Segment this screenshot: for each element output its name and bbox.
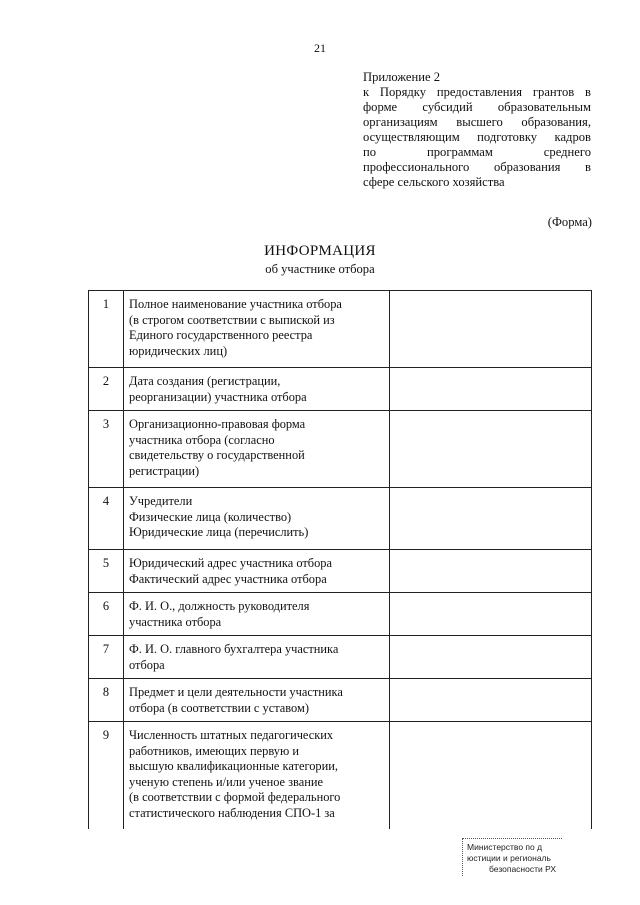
appendix-line: к Порядку предоставления грантов в	[363, 85, 591, 99]
row-value-cell[interactable]	[390, 593, 592, 636]
participant-info-table	[88, 290, 592, 829]
row-value-cell[interactable]	[390, 291, 592, 368]
row-value-cell[interactable]	[390, 550, 592, 593]
table-row	[89, 368, 592, 411]
appendix-line: форме субсидий образовательным	[363, 100, 591, 114]
row-label-line: свидетельству о государственной	[129, 448, 305, 462]
row-label-line: участника отбора	[129, 614, 222, 629]
row-label	[124, 411, 390, 488]
row-label-line: Учредители	[129, 494, 193, 508]
row-number: 1	[89, 291, 124, 368]
row-label	[124, 636, 390, 679]
page-number: 21	[314, 41, 326, 55]
row-number: 8	[89, 679, 124, 722]
row-label	[124, 488, 390, 550]
row-label-line: регистрации)	[129, 463, 200, 478]
row-label-line: работников, имеющих первую и	[129, 743, 299, 758]
table-row	[89, 593, 592, 636]
appendix-line: сфере сельского хозяйства	[363, 175, 505, 189]
row-label	[124, 679, 390, 722]
row-number: 9	[89, 722, 124, 829]
row-number: 6	[89, 593, 124, 636]
document-title: ИНФОРМАЦИЯ	[264, 243, 376, 259]
table-row	[89, 722, 592, 829]
ministry-stamp	[462, 838, 562, 876]
row-label-line: Физические лица (количество)	[129, 509, 292, 524]
row-label-line: Предмет и цели деятельности участника	[129, 685, 343, 699]
row-label	[124, 593, 390, 636]
row-label-line: Единого государственного реестра	[129, 328, 313, 342]
row-label-line: высшую квалификационные категории,	[129, 759, 338, 773]
row-label-line: реорганизации) участника отбора	[129, 389, 307, 404]
row-value-cell[interactable]	[390, 636, 592, 679]
row-label-line: Численность штатных педагогических	[129, 728, 334, 742]
row-label-line: Дата создания (регистрации,	[129, 374, 281, 388]
row-value-cell[interactable]	[390, 722, 592, 829]
row-label-line: (в соответствии с формой федерального	[129, 790, 341, 804]
stamp-line: Министерство по д	[467, 842, 543, 852]
table-row	[89, 411, 592, 488]
row-label-line: статистического наблюдения СПО-1 за	[129, 805, 335, 820]
row-number: 7	[89, 636, 124, 679]
row-label-line: Юридические лица (перечислить)	[129, 525, 309, 539]
row-label	[124, 722, 390, 829]
row-label-line: Ф. И. О., должность руководителя	[129, 599, 310, 613]
table-row	[89, 636, 592, 679]
row-label-line: участника отбора (согласно	[129, 432, 275, 447]
row-label-line: отбора	[129, 657, 165, 672]
row-label-line: (в строгом соответствии с выпиской из	[129, 312, 335, 327]
stamp-line: безопасности РХ	[489, 864, 557, 874]
row-label	[124, 550, 390, 593]
row-label-line: отбора (в соответствии с уставом)	[129, 700, 309, 715]
row-label-line: Юридический адрес участника отбора	[129, 556, 332, 570]
row-label-line: Полное наименование участника отбора	[129, 297, 342, 311]
table-row	[89, 291, 592, 368]
row-number: 3	[89, 411, 124, 488]
row-value-cell[interactable]	[390, 411, 592, 488]
document-subtitle: об участнике отбора	[265, 262, 375, 276]
appendix-line: Приложение 2	[363, 70, 441, 84]
row-number: 5	[89, 550, 124, 593]
appendix-line: осуществляющим подготовку кадров	[363, 130, 591, 144]
table-row	[89, 488, 592, 550]
row-label-line: юридических лиц)	[129, 343, 228, 358]
row-label-line: Ф. И. О. главного бухгалтера участника	[129, 642, 339, 656]
row-value-cell[interactable]	[390, 368, 592, 411]
table-row	[89, 550, 592, 593]
row-label-line: ученую степень и/или ученое звание	[129, 774, 323, 789]
row-number: 4	[89, 488, 124, 550]
row-value-cell[interactable]	[390, 488, 592, 550]
row-label-line: Фактический адрес участника отбора	[129, 571, 327, 586]
table-row	[89, 679, 592, 722]
stamp-line: юстиции и региональ	[467, 853, 551, 863]
appendix-line: профессионального образования в	[363, 160, 591, 174]
row-number: 2	[89, 368, 124, 411]
appendix-line: по программам среднего	[363, 145, 591, 159]
appendix-line: организациям высшего образования,	[363, 115, 591, 129]
row-label-line: Организационно-правовая форма	[129, 417, 306, 431]
row-value-cell[interactable]	[390, 679, 592, 722]
row-label	[124, 368, 390, 411]
appendix-note	[363, 70, 591, 190]
row-label	[124, 291, 390, 368]
form-label: (Форма)	[547, 215, 592, 229]
